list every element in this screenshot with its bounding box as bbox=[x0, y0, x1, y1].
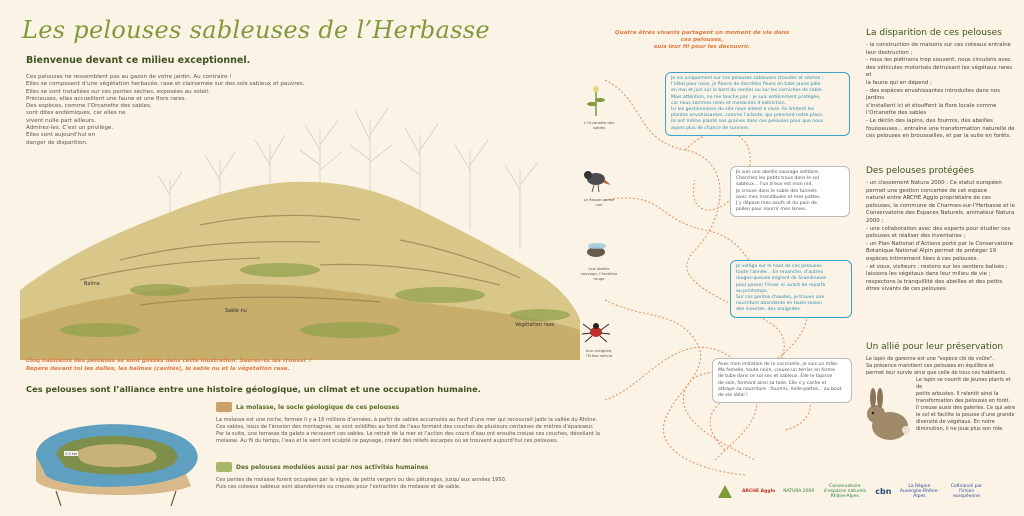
erese-label: Une araignée, l’Érèse noircie bbox=[585, 348, 613, 358]
molasse-heading: La molasse, le socle géologique de ces pelouses bbox=[236, 403, 400, 411]
intro-line: Admirez-les. C’est un privilège. bbox=[26, 125, 114, 132]
disparition-heading: La disparition de ces pelouses bbox=[866, 28, 1002, 38]
bubble-line: pollen pour nourrir mes larves. bbox=[736, 207, 807, 213]
molasse-section bbox=[216, 402, 606, 445]
activites-line: Ces pentes de molasse furent occupées par la vigne, de petits vergers ou des pâturages, jusqu’aux années 1950. bbox=[216, 477, 507, 483]
body-line: Sa présence maintient ces pelouses en équilibre et bbox=[866, 363, 994, 369]
bubble-line: Mais attention, ne me touche pas : je suis entièrement protégée, bbox=[671, 94, 821, 100]
activites-line: Puis ces coteaux sableux sont abandonnés ou creusés pour l’extraction de molasse et de sable. bbox=[216, 484, 461, 490]
body-line: s’installent ici et étouffent la flore locale comme bbox=[866, 102, 997, 109]
geology-strata-illustration bbox=[26, 396, 212, 506]
bubble-line: l’idéal pour nous, je fleuris de discrètes fleurs en tube jaune pâle bbox=[671, 82, 821, 88]
bubble-line: nourriture abondante en toute saison bbox=[736, 301, 822, 307]
activites-thumb-icon bbox=[216, 462, 232, 472]
bubble-line: Ils ont même planté nos graines dans ces pelouses pour que nous bbox=[671, 119, 824, 125]
logo-natura: NATURA 2000 bbox=[783, 488, 815, 494]
body-line: pelouses, la commune de Charmes-sur-l’Herbasse et le bbox=[866, 202, 1015, 209]
body-line: - une collaboration avec des experts pour étudier ces bbox=[866, 225, 1011, 232]
animal-orcanette bbox=[580, 82, 618, 130]
protegees-column bbox=[866, 166, 1016, 294]
bubble-line: J’y dépose mes oeufs et du pain de bbox=[736, 201, 817, 207]
intro-line: Elles se sont installées sur ces pentes sèches, exposées au soleil. bbox=[26, 88, 210, 95]
body-line: - des espèces envahissantes introduites dans nos jardins bbox=[866, 87, 1000, 102]
bubble-line: de vie idéal ! bbox=[718, 393, 748, 399]
body-line: permet leur survie ainsi que celle de tous ces habitants. bbox=[866, 370, 1007, 376]
illustration-caption bbox=[26, 358, 312, 373]
rouge-queue-label: Le Rouge-queue noir bbox=[583, 197, 615, 207]
body-line: - la construction de maisons sur ces coteaux entraîne bbox=[866, 42, 1011, 48]
body-line: - nous les piétinons trop souvent, nous circulons avec bbox=[866, 57, 1011, 64]
bubble-line: Cherchez les petits trous dans le sol bbox=[736, 176, 820, 182]
label-balme: Balme bbox=[84, 281, 100, 287]
body-line: - et vous, visiteurs : restons sur les sentiers balisés ; bbox=[866, 263, 1008, 270]
disparition-body bbox=[866, 42, 1016, 141]
logo-cen: Conservatoire d’espaces naturels Rhône-Alpes bbox=[823, 483, 866, 499]
body-line: leur destruction ; bbox=[866, 49, 913, 56]
logo-ue: Cofinancé par l’Union européenne bbox=[950, 483, 983, 499]
intro-line: danger de disparition. bbox=[26, 139, 88, 146]
activites-section bbox=[216, 462, 606, 491]
bubble-line: Je voltige sur le haut de ces pelouses bbox=[736, 264, 822, 269]
bubble-line: de tube dans ce sol sec et sableux. Elle le tapisse bbox=[718, 374, 833, 380]
body-line: 2000 ; bbox=[866, 217, 884, 224]
bubble-line: Sur ces pentes chaudes, je trouve une bbox=[736, 295, 825, 301]
body-line: Conservatoire des Espaces Naturels, animateur Natura bbox=[866, 210, 1015, 217]
body-line: permet une gestion concertée de cet espace bbox=[866, 187, 988, 194]
allie-heading: Un allié pour leur préservation bbox=[866, 342, 1004, 352]
body-line: des véhicules motorisés détruisant les végétaux rares et bbox=[866, 64, 1013, 79]
commune-logo-icon bbox=[716, 482, 734, 500]
bubble-line: Je suis une abeille sauvage solitaire. bbox=[736, 170, 820, 175]
bird-icon bbox=[580, 165, 612, 193]
orcanette-label: L’Orcanette des sables bbox=[583, 120, 615, 130]
label-vegetation: Végétation rase bbox=[515, 322, 555, 328]
logo-arche: ARCHE Agglo bbox=[742, 488, 776, 494]
bubble-line: de soie, formant ainsi sa toile. Elle s’y cache et bbox=[718, 380, 827, 386]
body-line: transformation des pelouses en forêt. bbox=[916, 398, 1011, 404]
habitants-quote bbox=[612, 30, 792, 51]
intro-line: Des espèces, comme l’Orcanette des sables, bbox=[26, 103, 152, 110]
animal-rouge-queue bbox=[580, 165, 618, 207]
activites-heading: Des pelouses modelées aussi par nos activités humaines bbox=[236, 463, 429, 471]
bubble-line: Ma femelle, toute noire, creuse un terrier en forme bbox=[718, 368, 835, 374]
body-line: fouisseuses... entraîne une transformation naturelle de bbox=[866, 125, 1015, 132]
bubble-line: des insectes, des araignées. bbox=[736, 307, 802, 313]
strata-scale-label: 2,5 km bbox=[65, 452, 78, 456]
quote-line: suis leur fil pour les découvrir. bbox=[653, 44, 751, 50]
body-line: ces pelouses en broussailles, et par la suite en forêts. bbox=[866, 133, 1011, 140]
spider-icon bbox=[580, 318, 612, 344]
animal-andrene bbox=[580, 240, 618, 281]
animal-erese bbox=[580, 318, 618, 358]
intro-line: Elles sont aujourd’hui en bbox=[26, 132, 96, 139]
bee-icon bbox=[580, 240, 612, 262]
molasse-line: La molasse est une roche, formée il y a 16 millions d’années, à partir de sables accumulés au fond d’une mer qui recouvrait jadis la vallée du Rhône. bbox=[216, 417, 598, 423]
rabbit-icon bbox=[862, 388, 914, 444]
protegees-body bbox=[866, 180, 1016, 294]
page-title: Les pelouses sableuses de l’Herbasse bbox=[22, 16, 490, 44]
molasse-thumb-icon bbox=[216, 402, 232, 412]
molasse-line: Ces sables, issus de l’érosion des montagnes, se sont solidifiés au fond de l’eau formant des couches de plusieurs centaines de mètres d’épaisseur. bbox=[216, 424, 594, 430]
orcanette-flower-icon bbox=[580, 82, 612, 116]
body-line: - un classement Natura 2000 : Ce statut européen bbox=[866, 180, 1002, 186]
welcome-subtitle: Bienvenue devant ce milieu exceptionnel. bbox=[26, 55, 251, 66]
intro-line: sont dites endémiques, car elles ne bbox=[26, 110, 126, 117]
body-line: espèces intimement liées à ces pelouses. bbox=[866, 255, 979, 262]
body-line: la faune qui en dépend ; bbox=[866, 79, 932, 86]
bubble-line: au printemps. bbox=[736, 288, 769, 294]
body-line: Il creuse aussi des galeries. Ce qui aère bbox=[916, 405, 1016, 411]
body-line: naturel entre ARCHE Agglo propriétaire de ces bbox=[866, 195, 991, 202]
body-line: laissons les végétaux dans leur milieu de vie ; bbox=[866, 271, 991, 278]
intro-line: Elles se composent d’une végétation herbacée, rase et clairsemée sur des sols sableux et pauvres. bbox=[26, 81, 305, 88]
bubble-line: avec mes mandibules et mes pattes. bbox=[736, 194, 821, 200]
intro-line: Précieuses, elles accueillent une faune et une flore rares. bbox=[26, 95, 187, 102]
hill-illustration bbox=[20, 90, 580, 360]
body-line: - Le déclin des lapins, des fourmis, des abeilles bbox=[866, 117, 993, 124]
right-column bbox=[866, 28, 1016, 141]
bubble-line: Avec mon imitation de la coccinelle, je suis un mâle. bbox=[718, 362, 839, 367]
bubble-line: ayons plus de chance de survivre. bbox=[671, 125, 750, 131]
body-line: êtres vivants de ces pelouses. bbox=[866, 286, 948, 293]
bubble-rouge-queue bbox=[730, 260, 852, 318]
body-line: l’Orcanette des sables bbox=[866, 110, 927, 117]
bubble-abeille bbox=[730, 166, 850, 217]
bubble-line: sableux... l’un d’eux est mon nid. bbox=[736, 182, 813, 188]
caption-line: Repère devant toi les dalles, les balmes (cavités), le sable nu et la végétation rase. bbox=[26, 365, 290, 372]
bubble-line: en mai et juin sur le bord du sentier ou sur les corniches de sable. bbox=[671, 88, 824, 94]
logo-region: La Région Auvergne-Rhône-Alpes bbox=[899, 483, 940, 499]
caption-line: Cinq habitants des pelouses se sont glissés dans cette illustration. Saurez-tu les trouver ? bbox=[26, 358, 312, 364]
bubble-line: Je creuse dans le sable des tunnels bbox=[736, 188, 817, 194]
body-line: respectons la tranquillité des abeilles et des petits bbox=[866, 278, 1003, 285]
bubble-line: attrape sa nourriture : fourmis, mille-pattes... au bout bbox=[718, 386, 842, 392]
body-line: Le lapin de garenne est une "espèce clé de voûte". bbox=[866, 356, 994, 362]
body-line: - un Plan National d’Actions porté par le Conservatoire bbox=[866, 240, 1014, 247]
body-line: petits arbustes. Il ralentit ainsi la bbox=[916, 391, 999, 397]
intro-line: Ces pelouses ne ressemblent pas au gazon de votre jardin. Au contraire ! bbox=[26, 74, 232, 80]
andrene-label: Une abeille sauvage, l’Andrène rouge bbox=[580, 266, 618, 281]
body-line: le sol et facilite la pousse d’une grande bbox=[916, 412, 1015, 418]
intro-line: vivent nulle part ailleurs. bbox=[26, 117, 96, 124]
bubble-araignee bbox=[712, 358, 852, 403]
bubble-line: pour passer l’hiver ici avant de repartir bbox=[736, 282, 826, 288]
bubble-line: Ici les gestionnaires du site nous aident à vivre. Ils limitent les bbox=[671, 107, 815, 113]
quote-line: Quatre êtres vivants partagent un moment de vie dans ces pelouses, bbox=[614, 30, 790, 43]
logo-cbn: cbn bbox=[875, 486, 892, 496]
body-line: pelouses et réaliser des inventaires ; bbox=[866, 233, 966, 240]
section-geology-title: Ces pelouses sont l’alliance entre une histoire géologique, un climat et une occupation humaine. bbox=[26, 384, 481, 394]
body-line: diversité de végétaux. En notre bbox=[916, 419, 995, 425]
bubble-line: Je vis uniquement sur ces pelouses sableuses chaudes et sèches ; bbox=[671, 76, 824, 81]
body-line: Le lapin se nourrit de jeunes plants et de bbox=[916, 377, 1011, 390]
bubble-line: car nous sommes rares et menacées d’extinction. bbox=[671, 100, 786, 106]
body-line: diminution, il ne joue plus son rôle. bbox=[916, 426, 1004, 432]
label-sable-nu: Sable nu bbox=[225, 308, 247, 314]
protegees-heading: Des pelouses protégées bbox=[866, 166, 975, 176]
molasse-line: Par la suite, une terrasse de galets a recouvert ces sables. Le retrait de la mer et l’action des cours d’eau ont ensuite creusé ces couches, dévoilant la bbox=[216, 431, 600, 437]
bubble-orcanette bbox=[665, 72, 850, 136]
partner-logos bbox=[716, 482, 1016, 500]
bubble-line: plantes envahissantes, comme l’ailante, qui prennent notre place. bbox=[671, 113, 824, 119]
bubble-line: rouges-queues migrent de Scandinavie bbox=[736, 276, 827, 282]
molasse-line: molasse. Au fil du temps, l’eau et le vent ont sculpté ce paysage, créant des reliefs escarpés où se trouvent aujourd’hui ces pelouses. bbox=[216, 438, 559, 444]
body-line: Botanique National Alpin permet de protéger 19 bbox=[866, 248, 997, 255]
bubble-line: toute l’année... En revanche, d’autres bbox=[736, 270, 823, 276]
